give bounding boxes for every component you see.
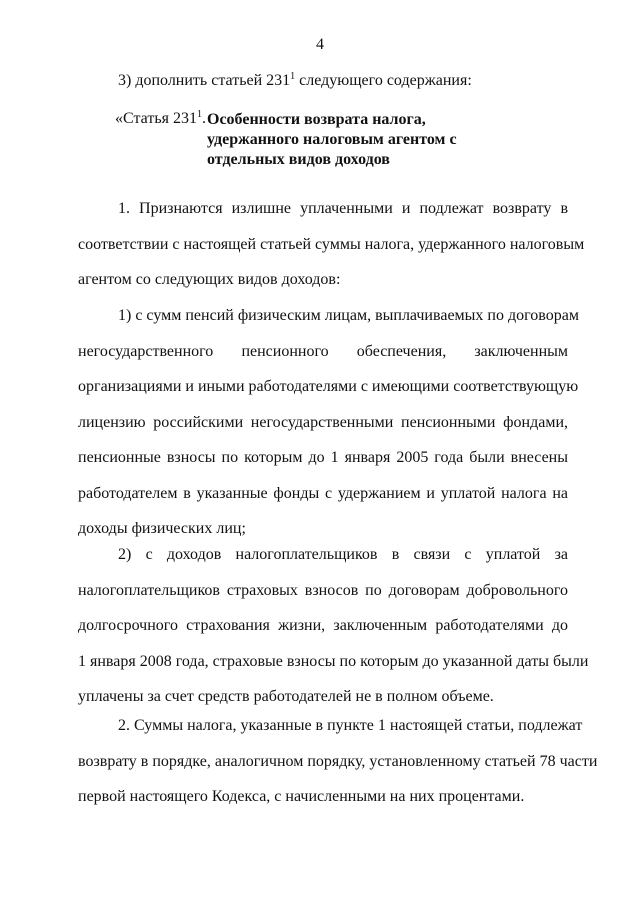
paragraph-line: 1. Признаются излишне уплаченными и подлежат возврату в [118,200,568,217]
intro-text: 3) дополнить статьей 231 [118,72,291,89]
paragraph-line: первой настоящего Кодекса, с начисленными на них процентами. [78,788,525,805]
page-number: 4 [316,36,324,53]
paragraph-1-item-2 [78,537,589,715]
paragraph-line: агентом со следующих видов доходов: [78,271,341,288]
article-label [115,110,206,128]
paragraph-line: соответствии с настоящей статьей суммы налога, удержанного налоговым [78,235,585,253]
paragraph-line: негосударственного пенсионного обеспечения, заключенным [78,342,568,360]
article-label-superscript: 1 [196,109,202,120]
paragraph-1 [78,191,585,298]
paragraph-line: доходы физических лиц; [78,520,246,537]
article-title-line: Особенности возврата налога, [207,111,426,128]
paragraph-line: уплачены за счет средств работодателей не в полном объеме. [78,688,494,705]
paragraph-line: лицензию российскими негосударственными пенсионными фондами, [78,413,568,431]
article-title [207,110,457,170]
paragraph-line: 1 января 2008 года, страховые взносы по которым до указанной даты были [78,652,589,670]
paragraph-1-item-1 [78,298,579,547]
paragraph-line: возврату в порядке, аналогичном порядку, установленному статьей 78 части [78,752,598,770]
paragraph-line: налогоплательщиков страховых взносов по договорам добровольного [78,581,568,599]
article-title-line: отдельных видов доходов [207,151,390,168]
article-label-text: «Статья 231 [115,110,197,127]
amendment-intro [118,72,472,90]
paragraph-line: работодателем в указанные фонды с удержанием и уплатой налога на [78,484,568,502]
paragraph-line: 2) с доходов налогоплательщиков в связи с уплатой за [118,546,568,563]
paragraph-line: долгосрочного страхования жизни, заключенным работодателями до [78,617,568,634]
paragraph-line: пенсионные взносы по которым до 1 января 2005 года были внесены [78,449,568,466]
intro-text-end: следующего содержания: [295,72,472,89]
paragraph-line: 2. Суммы налога, указанные в пункте 1 настоящей статьи, подлежат [118,717,583,734]
paragraph-line: 1) с сумм пенсий физическим лицам, выплачиваемых по договорам [118,307,579,324]
paragraph-line: организациями и иными работодателями с имеющими соответствующую [78,378,579,395]
paragraph-2 [78,708,598,815]
article-title-line: удержанного налоговым агентом с [207,131,457,148]
intro-superscript: 1 [290,71,296,82]
article-label-dot: . [201,110,206,127]
